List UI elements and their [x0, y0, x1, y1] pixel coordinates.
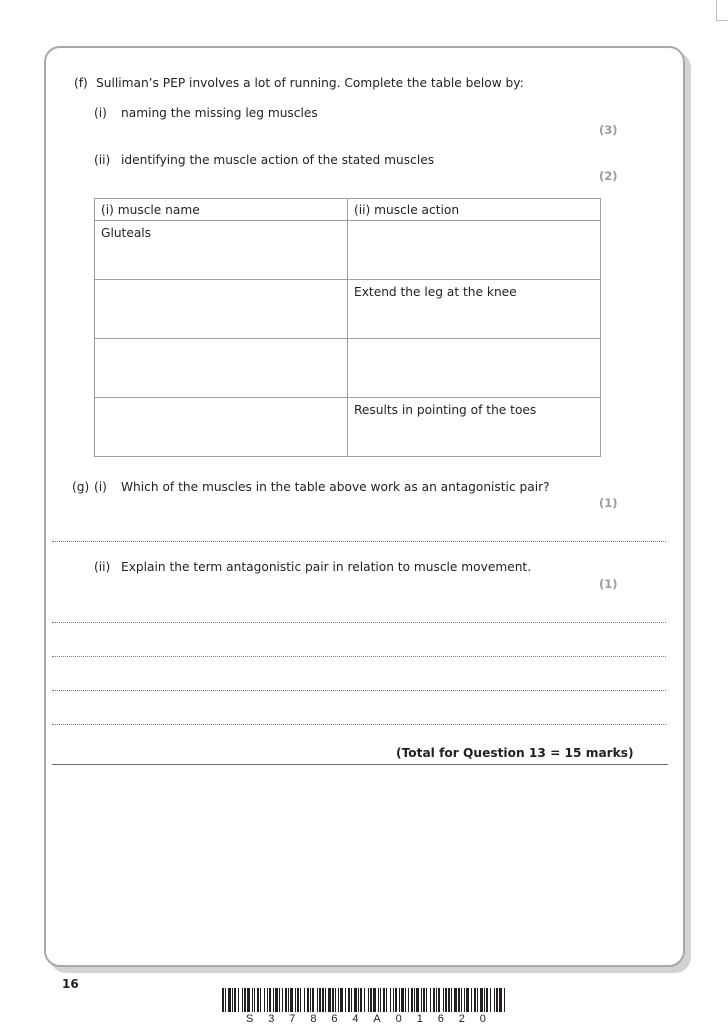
answer-line[interactable]	[52, 724, 666, 725]
barcode-bar	[390, 988, 391, 1012]
barcode-bar	[399, 988, 400, 1012]
question-end-rule	[52, 764, 668, 765]
answer-cell-muscle-action[interactable]	[348, 221, 601, 280]
barcode-digit: 1	[416, 1013, 423, 1025]
question-g-ii-label: (ii)	[94, 560, 111, 574]
barcode-bar	[317, 988, 318, 1012]
barcode-bar	[297, 988, 299, 1012]
barcode-bar	[244, 988, 246, 1012]
barcode-digit: 8	[310, 1013, 317, 1025]
barcode-bar	[290, 988, 293, 1012]
answer-line[interactable]	[52, 541, 666, 542]
barcode-bar	[448, 988, 450, 1012]
barcode-bar	[275, 988, 278, 1012]
muscle-table	[94, 198, 601, 457]
barcode-bar	[368, 988, 369, 1012]
question-f-ii-text: identifying the muscle action of the stated muscles	[121, 153, 435, 167]
question-g-i-text: Which of the muscles in the table above work as an antagonistic pair?	[121, 480, 550, 494]
barcode-bar	[433, 988, 435, 1012]
barcode-bar	[393, 988, 394, 1012]
barcode-bar	[332, 988, 334, 1012]
barcode-bar	[338, 988, 339, 1012]
question-g-ii-marks: (1)	[599, 577, 618, 591]
barcode-bar	[310, 988, 311, 1012]
barcode-bar	[464, 988, 465, 1012]
question-f-i-label: (i)	[94, 106, 107, 120]
table-row	[95, 221, 601, 280]
barcode-bar	[373, 988, 376, 1012]
barcode-bar	[264, 988, 265, 1012]
barcode-bar	[307, 988, 309, 1012]
barcode-bar	[386, 988, 387, 1012]
barcode-digit: 4	[352, 1013, 359, 1025]
crop-mark	[716, 0, 717, 20]
cell-muscle-action: Extend the leg at the knee	[348, 280, 601, 339]
barcode-bar	[254, 988, 255, 1012]
barcode-bar	[234, 988, 236, 1012]
barcode-bar	[411, 988, 413, 1012]
barcode-bar	[421, 988, 422, 1012]
barcode-bar	[228, 988, 231, 1012]
barcode-digit: S	[246, 1013, 254, 1025]
barcode-bar	[408, 988, 409, 1012]
answer-cell-muscle-name[interactable]	[95, 280, 348, 339]
barcode-bar	[445, 988, 447, 1012]
page-frame	[44, 46, 685, 967]
barcode-bar	[426, 988, 427, 1012]
barcode-bar	[358, 988, 359, 1012]
barcode-bar	[466, 988, 469, 1012]
barcode-bar	[484, 988, 485, 1012]
barcode-bar	[238, 988, 239, 1012]
barcode-bar	[322, 988, 324, 1012]
barcode-bar	[436, 988, 437, 1012]
barcode-bar	[247, 988, 250, 1012]
barcode-bar	[222, 988, 224, 1012]
crop-mark	[716, 20, 728, 21]
barcode-bar	[416, 988, 419, 1012]
barcode-digit: 6	[437, 1013, 444, 1025]
barcode-bar	[443, 988, 444, 1012]
barcode-bar	[490, 988, 491, 1012]
barcode-bar	[340, 988, 343, 1012]
table-header-row	[95, 199, 601, 221]
barcode-bar	[477, 988, 478, 1012]
barcode-bar	[395, 988, 397, 1012]
barcode-bar	[380, 988, 381, 1012]
barcode-bar	[474, 988, 476, 1012]
barcode-digit: 0	[395, 1013, 402, 1025]
barcode-bar	[267, 988, 268, 1012]
barcode-bar	[348, 988, 350, 1012]
barcode-bar	[325, 988, 326, 1012]
barcode-bar	[401, 988, 404, 1012]
answer-line[interactable]	[52, 622, 666, 623]
total-marks: (Total for Question 13 = 15 marks)	[396, 746, 634, 760]
table-row	[95, 339, 601, 398]
barcode-bar	[383, 988, 385, 1012]
barcode-digit: 0	[479, 1013, 486, 1025]
question-g-label: (g)	[72, 480, 90, 494]
barcode-bar	[319, 988, 321, 1012]
question-f-ii-label: (ii)	[94, 153, 111, 167]
barcode-digit: A	[373, 1013, 381, 1025]
barcode-bar	[430, 988, 431, 1012]
page-number: 16	[62, 977, 79, 991]
barcode-bar	[312, 988, 314, 1012]
header-muscle-name: (i) muscle name	[95, 199, 348, 221]
barcode-bar	[471, 988, 472, 1012]
barcode-bar	[360, 988, 362, 1012]
barcode-digit: 3	[268, 1013, 275, 1025]
barcode-bar	[496, 988, 498, 1012]
barcode-bar	[282, 988, 283, 1012]
barcode-bar	[414, 988, 415, 1012]
barcode-bar	[273, 988, 274, 1012]
barcode-bar	[225, 988, 226, 1012]
answer-cell-muscle-name[interactable]	[95, 398, 348, 457]
barcode-digits	[246, 1013, 486, 1027]
barcode-bar	[285, 988, 287, 1012]
barcode-bar	[499, 988, 502, 1012]
barcode-bar	[295, 988, 296, 1012]
table-row	[95, 280, 601, 339]
cell-muscle-name: Gluteals	[95, 221, 348, 280]
barcode-bar	[454, 988, 457, 1012]
barcode-bar	[328, 988, 331, 1012]
barcode-bar	[335, 988, 336, 1012]
header-muscle-action: (ii) muscle action	[348, 199, 601, 221]
question-g-i-label: (i)	[94, 480, 107, 494]
barcode-bar	[288, 988, 289, 1012]
answer-line[interactable]	[52, 656, 666, 657]
barcode-digit: 2	[458, 1013, 465, 1025]
barcode-bar	[504, 988, 505, 1012]
barcode-bar	[451, 988, 452, 1012]
barcode-bar	[423, 988, 425, 1012]
answer-cell-muscle-action[interactable]	[348, 339, 601, 398]
question-f-label: (f)	[74, 76, 88, 90]
barcode-bar	[232, 988, 233, 1012]
barcode-bar	[364, 988, 365, 1012]
table-row	[95, 398, 601, 457]
question-f-i-text: naming the missing leg muscles	[121, 106, 318, 120]
barcode-bar	[257, 988, 259, 1012]
question-g-ii-text: Explain the term antagonistic pair in relation to muscle movement.	[121, 560, 532, 574]
barcode-bar	[300, 988, 301, 1012]
barcode-bar	[354, 988, 357, 1012]
barcode-bar	[351, 988, 352, 1012]
barcode-bar	[260, 988, 261, 1012]
barcode-bar	[438, 988, 440, 1012]
answer-line[interactable]	[52, 690, 666, 691]
question-g-i-marks: (1)	[599, 496, 618, 510]
barcode-digit: 6	[331, 1013, 338, 1025]
barcode-bar	[252, 988, 253, 1012]
barcode-bar	[486, 988, 488, 1012]
barcode-bar	[458, 988, 460, 1012]
barcode-bar	[378, 988, 379, 1012]
barcode-bar	[345, 988, 346, 1012]
barcode-bar	[461, 988, 462, 1012]
barcode-bar	[279, 988, 280, 1012]
barcode-digit: 7	[289, 1013, 296, 1025]
barcode-bar	[242, 988, 243, 1012]
barcode-bar	[304, 988, 305, 1012]
cell-muscle-action: Results in pointing of the toes	[348, 398, 601, 457]
barcode-bar	[269, 988, 271, 1012]
barcode-bar	[494, 988, 495, 1012]
question-f-ii-marks: (2)	[599, 169, 618, 183]
barcode	[222, 988, 506, 1012]
question-f-text: Sulliman’s PEP involves a lot of running. Complete the table below by:	[96, 76, 524, 90]
question-f-i-marks: (3)	[599, 123, 618, 137]
barcode-bar	[370, 988, 372, 1012]
answer-cell-muscle-name[interactable]	[95, 339, 348, 398]
barcode-bar	[405, 988, 406, 1012]
barcode-bar	[480, 988, 483, 1012]
